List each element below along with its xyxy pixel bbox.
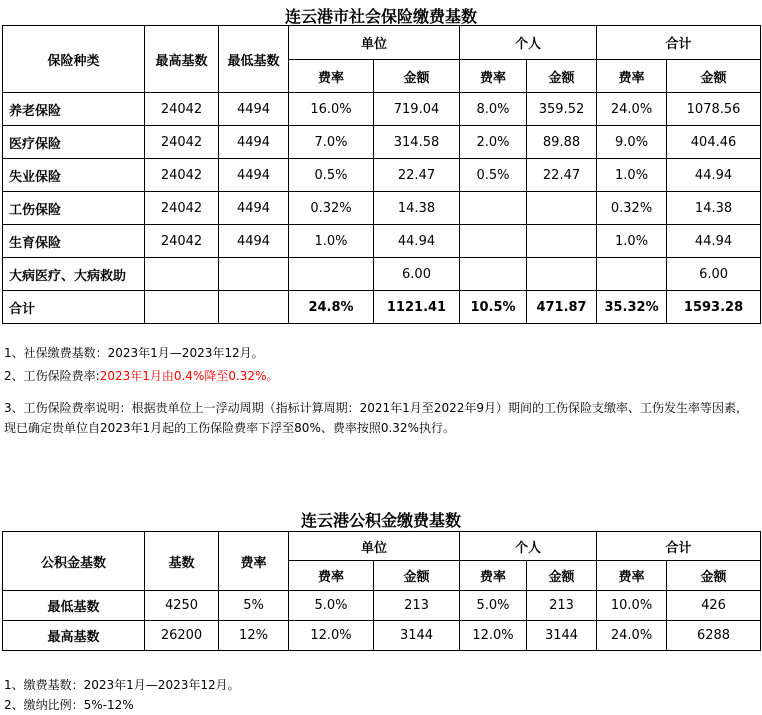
cell-unit-amount: 22.47 <box>374 159 460 192</box>
cell-total-amount: 44.94 <box>667 159 761 192</box>
cell-min-base: 4494 <box>219 93 289 126</box>
table-row <box>3 591 761 621</box>
header-fund-base-type: 公积金基数 <box>3 532 145 591</box>
header-personal: 个人 <box>460 532 597 561</box>
cell-unit-rate: 0.32% <box>289 192 374 225</box>
cell-rate: 5% <box>219 591 289 621</box>
cell-min-base: 4494 <box>219 225 289 258</box>
cell-total-amount: 6288 <box>667 621 761 651</box>
cell-max-base <box>145 258 219 291</box>
cell-max-base: 24042 <box>145 93 219 126</box>
header-personal: 个人 <box>460 26 597 60</box>
cell-max-base: 24042 <box>145 225 219 258</box>
table-row <box>3 126 761 159</box>
cell-personal-amount: 3144 <box>527 621 597 651</box>
header-unit-amount: 金额 <box>374 60 460 93</box>
header-total-amount: 金额 <box>667 60 761 93</box>
cell-max-base: 24042 <box>145 192 219 225</box>
housing-fund-table <box>2 531 761 651</box>
cell-personal-rate: 12.0% <box>460 621 527 651</box>
cell-total-amount: 14.38 <box>667 192 761 225</box>
cell-total-amount: 404.46 <box>667 126 761 159</box>
cell-unit-rate: 1.0% <box>289 225 374 258</box>
cell-min-base <box>219 291 289 324</box>
cell-unit-amount: 14.38 <box>374 192 460 225</box>
cell-personal-amount: 213 <box>527 591 597 621</box>
total-row-name: 合计 <box>3 291 145 324</box>
social-note-2-prefix: 2、工伤保险费率: <box>4 369 100 383</box>
social-note-2 <box>4 366 278 386</box>
total-row <box>3 291 761 324</box>
cell-personal-rate: 2.0% <box>460 126 527 159</box>
cell-base: 26200 <box>145 621 219 651</box>
header-total: 合计 <box>597 26 761 60</box>
header-personal-amount: 金额 <box>527 60 597 93</box>
total-unit-rate: 24.8% <box>289 291 374 324</box>
row-name: 医疗保险 <box>3 126 145 159</box>
header-max-base: 最高基数 <box>145 26 219 93</box>
cell-min-base: 4494 <box>219 126 289 159</box>
cell-unit-rate <box>289 258 374 291</box>
social-note-2-highlight: 2023年1月由0.4%降至0.32%。 <box>99 369 279 383</box>
header-min-base: 最低基数 <box>219 26 289 93</box>
row-name: 生育保险 <box>3 225 145 258</box>
cell-unit-rate: 5.0% <box>289 591 374 621</box>
cell-personal-amount: 89.88 <box>527 126 597 159</box>
cell-personal-rate <box>460 225 527 258</box>
social-note-1: 1、社保缴费基数：2023年1月—2023年12月。 <box>4 346 264 360</box>
cell-total-rate: 10.0% <box>597 591 667 621</box>
total-total-rate: 35.32% <box>597 291 667 324</box>
row-name: 大病医疗、大病救助 <box>3 258 145 291</box>
row-name: 失业保险 <box>3 159 145 192</box>
cell-total-rate: 9.0% <box>597 126 667 159</box>
header-insurance-type: 保险种类 <box>3 26 145 93</box>
header-total: 合计 <box>597 532 761 561</box>
cell-total-amount: 6.00 <box>667 258 761 291</box>
cell-unit-rate: 0.5% <box>289 159 374 192</box>
cell-unit-amount: 3144 <box>374 621 460 651</box>
cell-min-base <box>219 258 289 291</box>
header-unit-rate: 费率 <box>289 60 374 93</box>
table-row <box>3 159 761 192</box>
row-name: 最低基数 <box>3 591 145 621</box>
fund-note-2: 2、缴纳比例：5%-12% <box>4 698 134 712</box>
header-personal-rate: 费率 <box>460 60 527 93</box>
cell-unit-amount: 44.94 <box>374 225 460 258</box>
cell-unit-rate: 16.0% <box>289 93 374 126</box>
social-insurance-table <box>2 25 761 324</box>
row-name: 工伤保险 <box>3 192 145 225</box>
table-row <box>3 93 761 126</box>
cell-total-amount: 426 <box>667 591 761 621</box>
table-row <box>3 192 761 225</box>
table-row <box>3 225 761 258</box>
header-fund-base: 基数 <box>145 532 219 591</box>
row-name: 最高基数 <box>3 621 145 651</box>
cell-personal-amount: 359.52 <box>527 93 597 126</box>
cell-max-base: 24042 <box>145 126 219 159</box>
cell-base: 4250 <box>145 591 219 621</box>
social-insurance-title: 连云港市社会保险缴费基数 <box>284 7 477 26</box>
cell-unit-amount: 719.04 <box>374 93 460 126</box>
cell-total-rate: 1.0% <box>597 225 667 258</box>
header-unit: 单位 <box>289 532 460 561</box>
cell-personal-amount <box>527 258 597 291</box>
header-unit-amount: 金额 <box>374 561 460 591</box>
cell-personal-rate <box>460 258 527 291</box>
social-note-3: 3、工伤保险费率说明：根据贵单位上一浮动周期（指标计算周期：2021年1月至2022年9月）期间的工伤保险支缴率、工伤发生率等因素，现已确定贵单位自2023年1月起的工伤保险费率下浮至80%、费率按照0.32%执行。 <box>4 401 748 435</box>
total-personal-rate: 10.5% <box>460 291 527 324</box>
cell-personal-rate <box>460 192 527 225</box>
fund-note-1: 1、缴费基数：2023年1月—2023年12月。 <box>4 678 240 692</box>
cell-unit-rate: 7.0% <box>289 126 374 159</box>
header-personal-amount: 金额 <box>527 561 597 591</box>
header-total-rate: 费率 <box>597 60 667 93</box>
cell-total-rate: 24.0% <box>597 621 667 651</box>
cell-unit-rate: 12.0% <box>289 621 374 651</box>
cell-total-rate: 1.0% <box>597 159 667 192</box>
header-unit: 单位 <box>289 26 460 60</box>
total-total-amount: 1593.28 <box>667 291 761 324</box>
cell-total-rate: 0.32% <box>597 192 667 225</box>
header-unit-rate: 费率 <box>289 561 374 591</box>
header-fund-rate: 费率 <box>219 532 289 591</box>
cell-personal-amount <box>527 225 597 258</box>
cell-unit-amount: 213 <box>374 591 460 621</box>
cell-personal-rate: 0.5% <box>460 159 527 192</box>
cell-total-amount: 44.94 <box>667 225 761 258</box>
cell-personal-amount <box>527 192 597 225</box>
cell-max-base <box>145 291 219 324</box>
cell-min-base: 4494 <box>219 159 289 192</box>
total-unit-amount: 1121.41 <box>374 291 460 324</box>
cell-unit-amount: 314.58 <box>374 126 460 159</box>
header-total-amount: 金额 <box>667 561 761 591</box>
total-personal-amount: 471.87 <box>527 291 597 324</box>
table-row <box>3 258 761 291</box>
header-total-rate: 费率 <box>597 561 667 591</box>
housing-fund-title: 连云港公积金缴费基数 <box>300 511 461 530</box>
cell-min-base: 4494 <box>219 192 289 225</box>
cell-total-amount: 1078.56 <box>667 93 761 126</box>
header-personal-rate: 费率 <box>460 561 527 591</box>
cell-personal-rate: 5.0% <box>460 591 527 621</box>
cell-personal-rate: 8.0% <box>460 93 527 126</box>
cell-personal-amount: 22.47 <box>527 159 597 192</box>
cell-rate: 12% <box>219 621 289 651</box>
cell-total-rate <box>597 258 667 291</box>
cell-unit-amount: 6.00 <box>374 258 460 291</box>
cell-max-base: 24042 <box>145 159 219 192</box>
table-row <box>3 621 761 651</box>
cell-total-rate: 24.0% <box>597 93 667 126</box>
row-name: 养老保险 <box>3 93 145 126</box>
